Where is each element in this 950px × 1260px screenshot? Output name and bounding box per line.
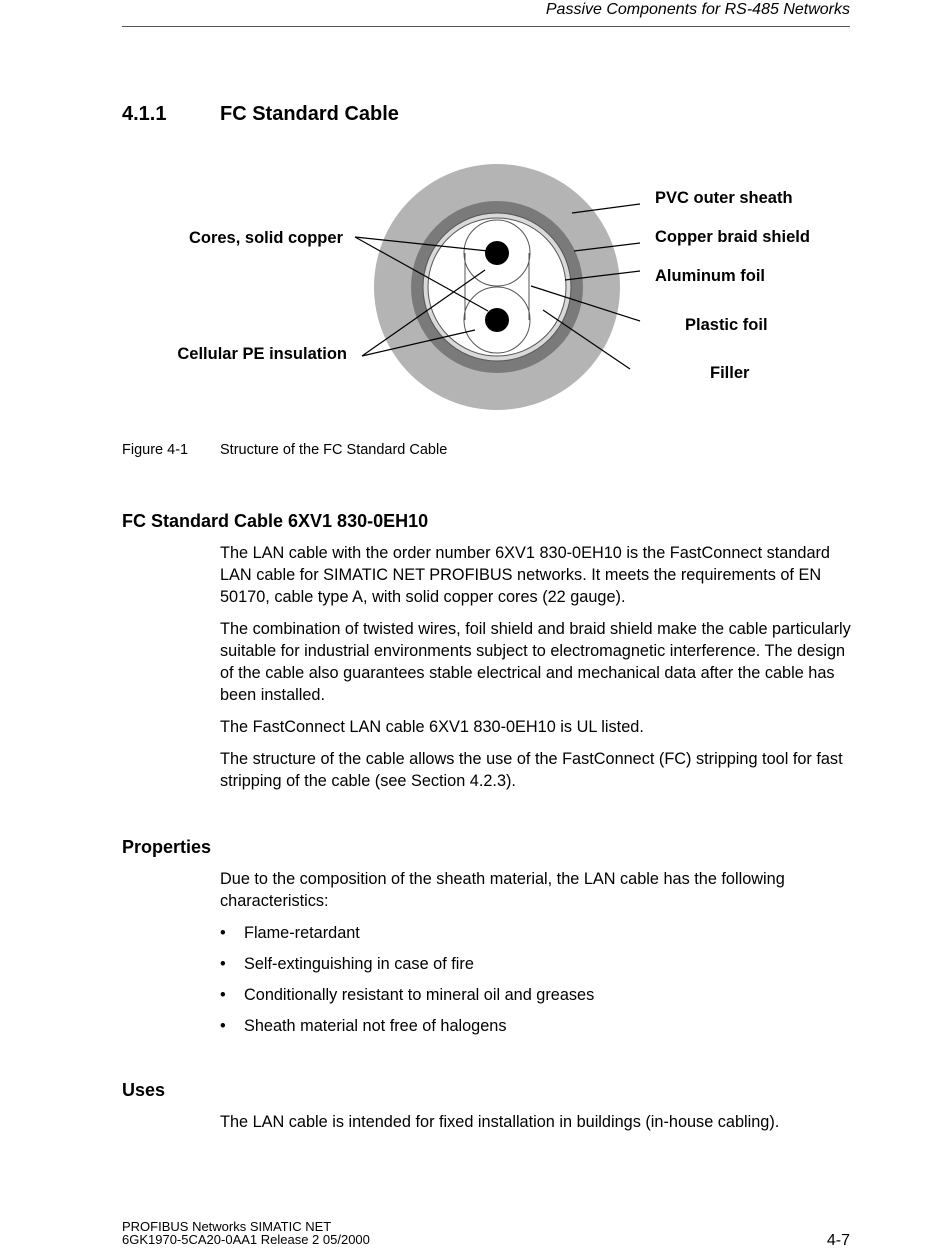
page-number: 4-7: [826, 1232, 850, 1249]
section-title: FC Standard Cable: [220, 103, 399, 125]
properties-body: [220, 868, 852, 1046]
footer-line-1: PROFIBUS Networks SIMATIC NET: [122, 1219, 332, 1234]
label-pvc: PVC outer sheath: [655, 189, 793, 207]
label-insulation: Cellular PE insulation: [177, 345, 347, 363]
label-plastic: Plastic foil: [685, 316, 768, 334]
label-braid: Copper braid shield: [655, 228, 810, 246]
cable-structure-figure: [0, 150, 950, 430]
uses-body: [220, 1111, 852, 1143]
cable-section-heading: FC Standard Cable 6XV1 830-0EH10: [122, 511, 429, 531]
cable-paragraph: The structure of the cable allows the use of the FastConnect (FC) stripping tool for fast stripping of the cable (see Section 4.2.3).: [220, 750, 843, 790]
bullet-icon: •: [220, 1017, 226, 1035]
uses-text: The LAN cable is intended for fixed installation in buildings (in-house cabling).: [220, 1113, 780, 1131]
running-title: Passive Components for RS-485 Networks: [545, 1, 850, 18]
copper-core-top: [485, 241, 509, 265]
running-header: [122, 0, 850, 27]
bullet-icon: •: [220, 986, 226, 1004]
bullet-icon: •: [220, 955, 226, 973]
uses-heading: Uses: [122, 1080, 166, 1100]
label-filler: Filler: [710, 364, 750, 382]
section-number: 4.1.1: [122, 103, 167, 125]
figure-caption-number: Figure 4-1: [122, 442, 189, 458]
cable-paragraph: The FastConnect LAN cable 6XV1 830-0EH10 is UL listed.: [220, 718, 644, 736]
label-cores: Cores, solid copper: [188, 229, 343, 247]
label-aluminum: Aluminum foil: [655, 267, 765, 285]
list-item: • Self-extinguishing in case of fire: [220, 955, 474, 973]
list-item: • Sheath material not free of halogens: [220, 1017, 507, 1035]
list-item: • Conditionally resistant to mineral oil and greases: [220, 986, 595, 1004]
properties-list: [220, 922, 852, 1037]
properties-heading: Properties: [122, 837, 212, 857]
bullet-icon: •: [220, 924, 226, 942]
footer-publication: [122, 1220, 370, 1246]
cable-paragraph: The LAN cable with the order number 6XV1 830-0EH10 is the FastConnect standard LAN cable for SIMATIC NET PROFIBUS networks. It meets the requirements of EN 50170, cable type A, with solid copper cores (22 gauge).: [220, 544, 830, 606]
properties-intro: Due to the composition of the sheath material, the LAN cable has the following characteristics:: [220, 870, 785, 910]
copper-core-bottom: [485, 308, 509, 332]
footer-line-2: 6GK1970-5CA20-0AA1 Release 2 05/2000: [122, 1232, 370, 1247]
cable-section-body: [220, 542, 852, 802]
list-item: • Flame-retardant: [220, 924, 360, 942]
cable-paragraph: The combination of twisted wires, foil shield and braid shield make the cable particularly suitable for industrial environments subject to electromagnetic interference. The design of the cable also guarantees stable electrical and mechanical data after the cable has been installed.: [220, 620, 851, 704]
figure-caption-text: Structure of the FC Standard Cable: [220, 442, 448, 458]
